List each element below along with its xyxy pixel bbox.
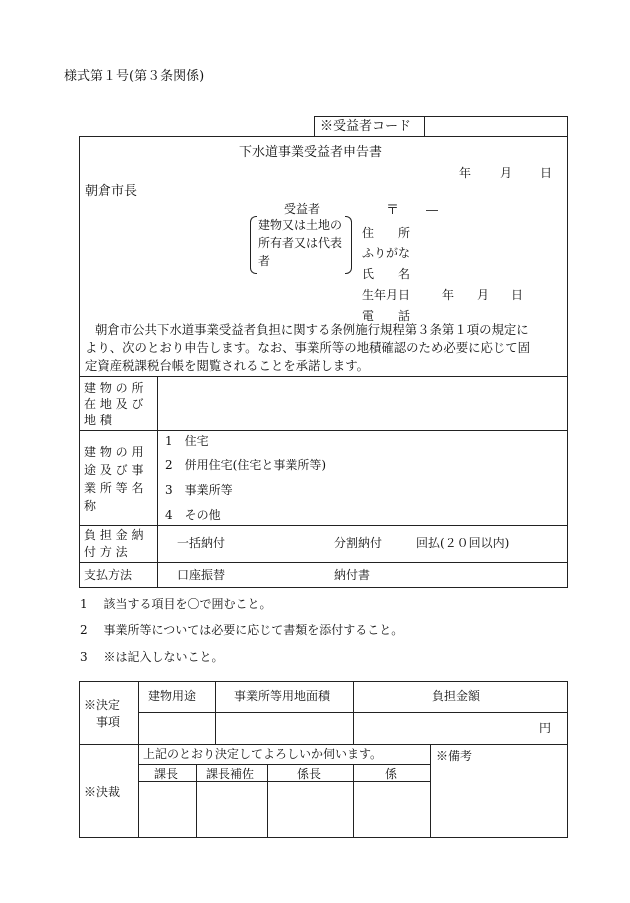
postal-dash: ―: [426, 203, 438, 217]
usage-label-4: 称: [84, 499, 97, 513]
date-month: 月: [500, 166, 513, 180]
phone-label: 電 話: [362, 309, 411, 323]
approval-role-staff: 係: [385, 767, 398, 781]
bracket-line-3: 者: [258, 254, 271, 268]
note-3: 3 ※は記入しないこと。: [80, 650, 224, 664]
usage-option-2[interactable]: 2 併用住宅(住宅と事業所等): [165, 458, 326, 472]
location-label-3: 地 積: [84, 413, 112, 427]
bracket-line-1: 建物又は土地の: [258, 218, 343, 232]
approval-role-section-chief: 課長: [154, 767, 179, 781]
addressee: 朝倉市長: [85, 184, 138, 199]
payment-installment[interactable]: 分割納付: [334, 536, 383, 550]
decision-col-usage: 建物用途: [148, 689, 197, 703]
date-day: 日: [540, 166, 553, 180]
pay-method-payment-slip[interactable]: 納付書: [334, 568, 371, 582]
postal-mark: 〒: [386, 203, 400, 218]
decision-label-1: ※決定: [84, 698, 121, 712]
pay-method-label: 支払方法: [84, 568, 133, 582]
payment-installment-count: 回払(２０回以内): [416, 536, 510, 550]
pay-method-account-transfer[interactable]: 口座振替: [177, 568, 226, 582]
location-label-1: 建 物 の 所: [84, 381, 144, 395]
note-1: 1 該当する項目を〇で囲むこと。: [80, 597, 272, 611]
approval-label: ※決裁: [84, 785, 121, 799]
note-2: 2 事業所等については必要に応じて書類を添付すること。: [80, 623, 404, 637]
declaration-line-2: より、次のとおり申告します。なお、事業所等の地積確認のため必要に応じて固: [85, 340, 531, 355]
form-title: 下水道事業受益者申告書: [239, 145, 383, 160]
usage-label-1: 建 物 の 用: [84, 445, 144, 459]
birth-date-label: 生年月日: [362, 288, 411, 302]
birth-month: 月: [477, 288, 490, 302]
usage-option-1[interactable]: 1 住宅: [165, 434, 209, 448]
approval-role-subsection-chief: 係長: [297, 767, 322, 781]
usage-option-4[interactable]: 4 その他: [165, 508, 221, 522]
form-number: 様式第１号(第３条関係): [64, 69, 205, 84]
payment-label-2: 付 方 法: [84, 545, 128, 559]
location-label-2: 在 地 及 び: [84, 397, 144, 411]
decision-label-2: 事項: [96, 715, 121, 729]
furigana-label: ふりがな: [362, 246, 411, 260]
payment-label-1: 負 担 金 納: [84, 528, 144, 542]
payment-lump-sum[interactable]: 一括納付: [177, 536, 226, 550]
birth-year: 年: [442, 288, 455, 302]
approval-role-assistant-chief: 課長補佐: [206, 767, 255, 781]
usage-label-2: 途 及 び 事: [84, 463, 144, 477]
applicant-role: 受益者: [284, 202, 321, 216]
name-label: 氏 名: [362, 267, 411, 281]
approval-request: 上記のとおり決定してよろしいか伺います。: [143, 747, 383, 761]
decision-yen: 円: [539, 721, 552, 735]
address-label: 住 所: [362, 226, 411, 240]
usage-option-3[interactable]: 3 事業所等: [165, 483, 233, 497]
decision-col-area: 事業所等用地面積: [234, 689, 331, 703]
remarks-label: ※備考: [436, 749, 473, 763]
bracket-right: [345, 216, 352, 274]
usage-label-3: 業 所 等 名: [84, 481, 144, 495]
bracket-line-2: 所有者又は代表: [258, 236, 343, 250]
date-year: 年: [459, 166, 472, 180]
bracket-left: [250, 216, 257, 274]
declaration-line-1: 朝倉市公共下水道事業受益者負担に関する条例施行規程第３条第１項の規定に: [95, 322, 529, 337]
declaration-line-3: 定資産税課税台帳を閲覧されることを承諾します。: [85, 358, 369, 373]
birth-day: 日: [511, 288, 524, 302]
decision-col-amount: 負担金額: [432, 689, 481, 703]
beneficiary-code-label: ※受益者コード: [320, 119, 412, 134]
